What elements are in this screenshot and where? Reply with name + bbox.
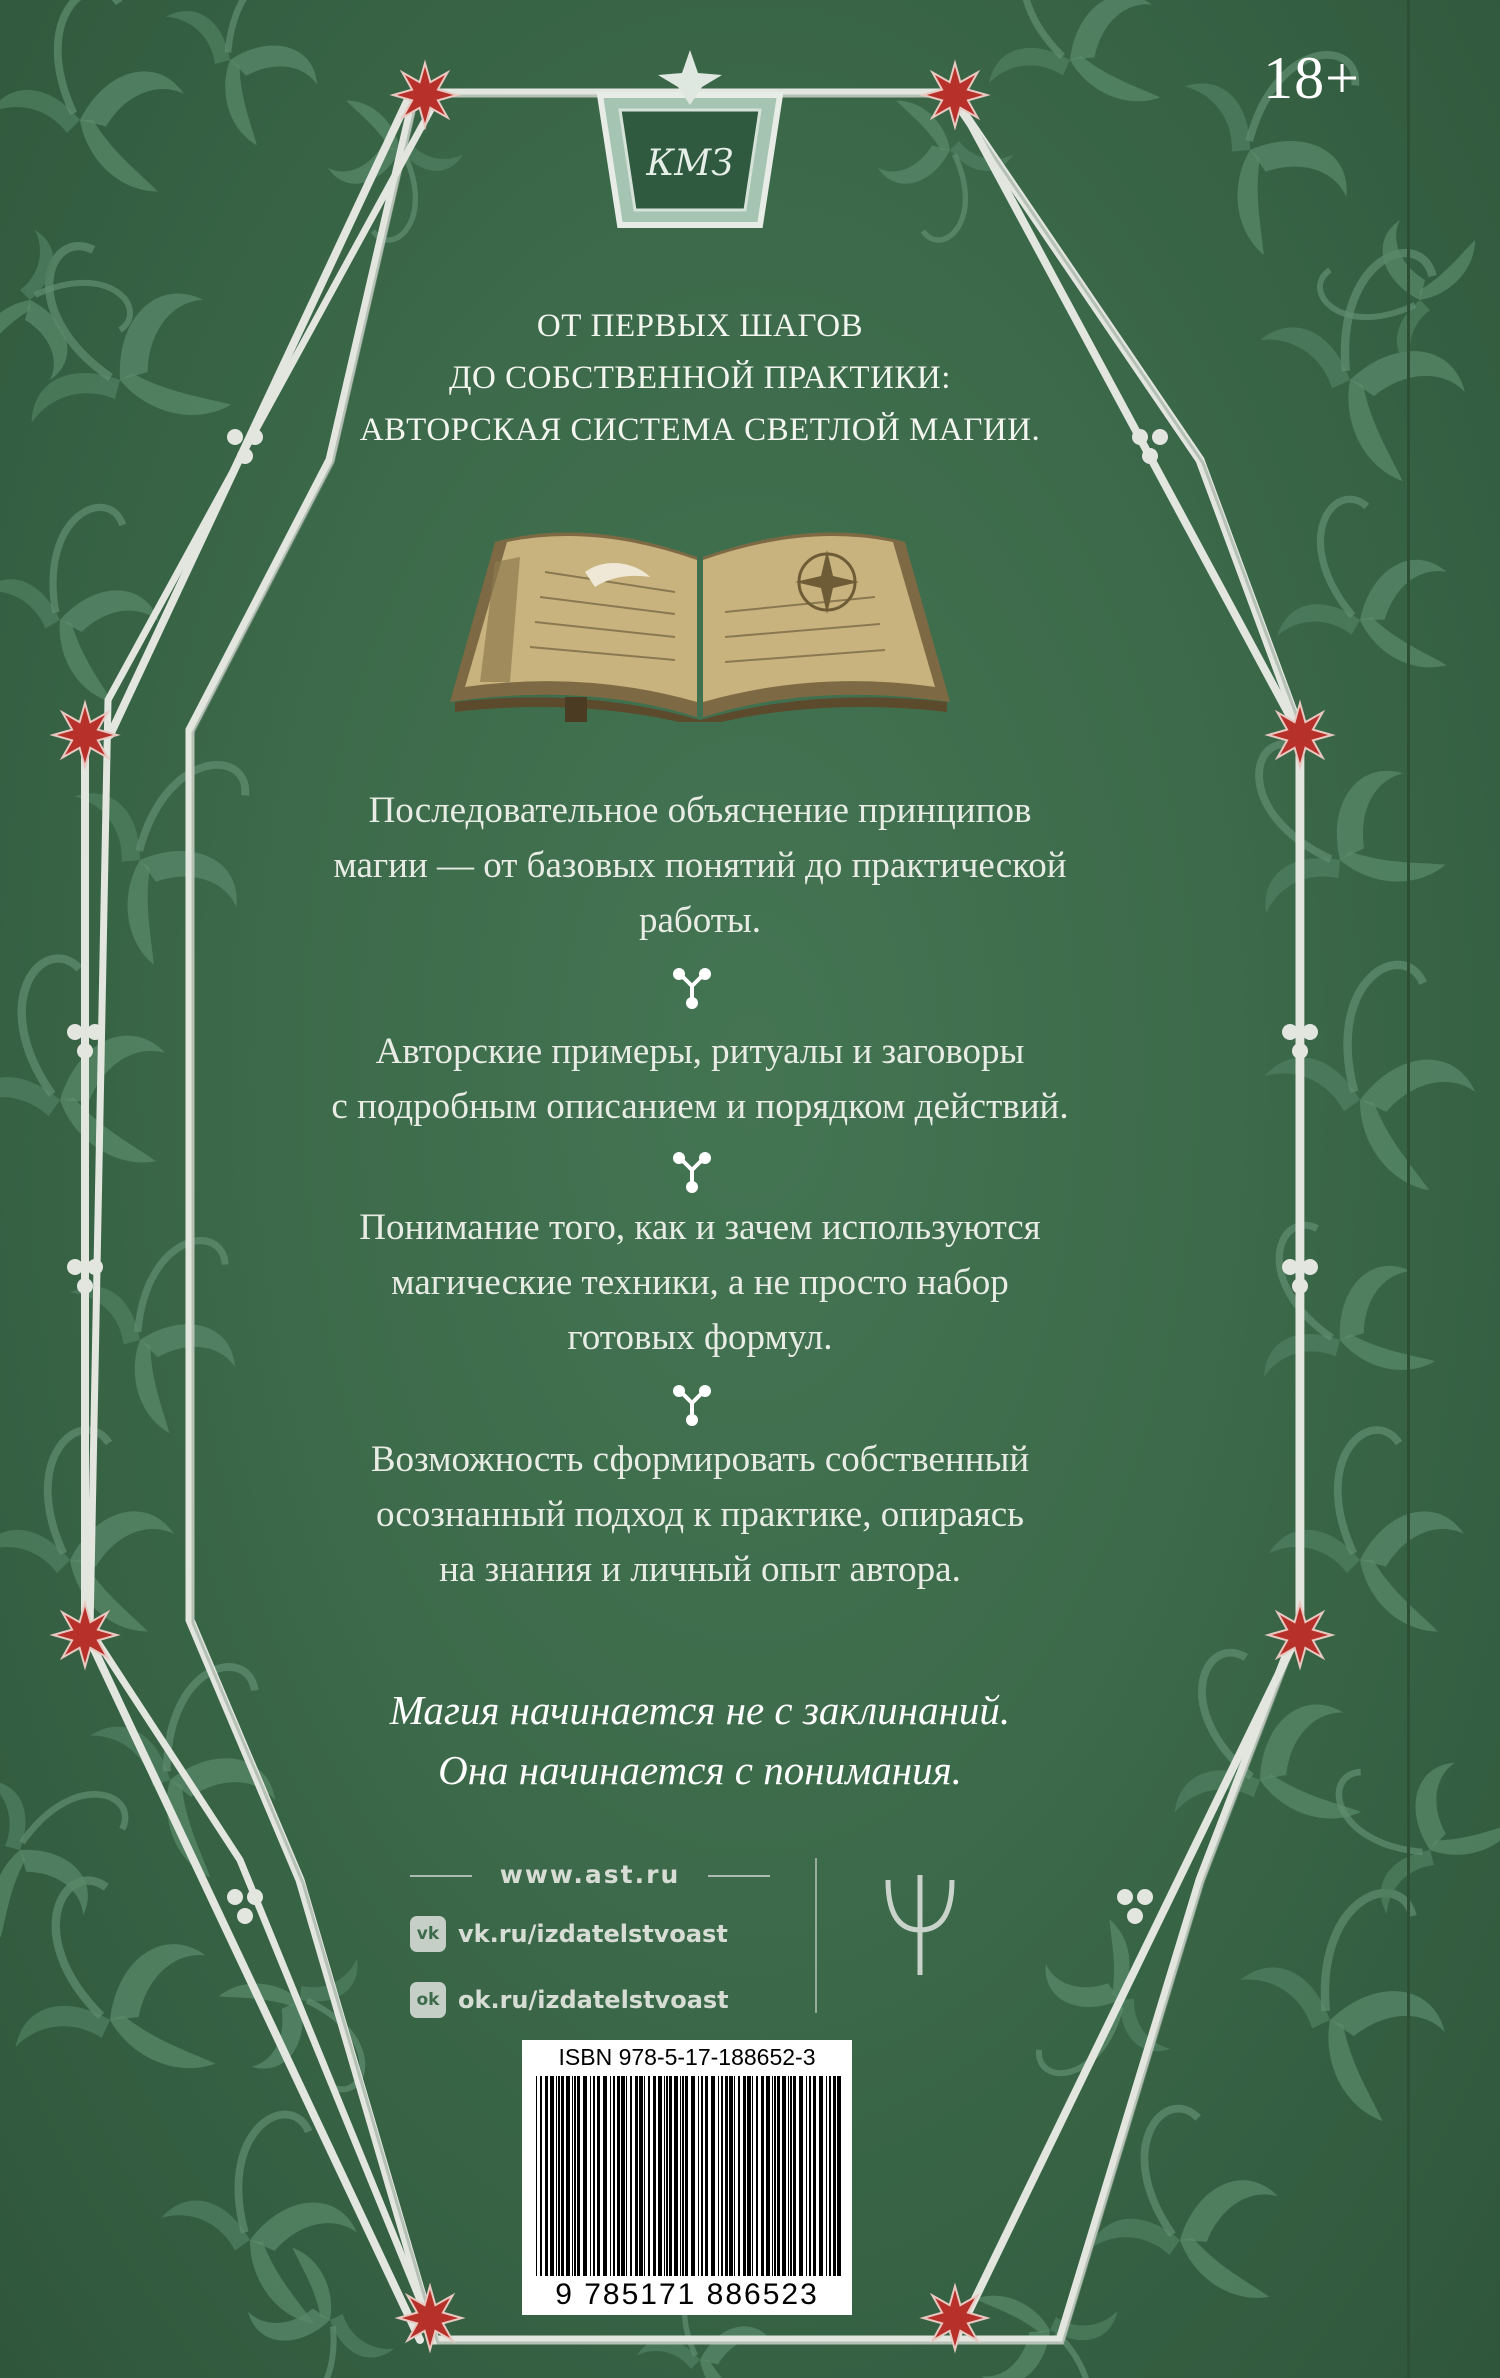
feature-line: Авторские примеры, ритуалы и заговоры — [375, 1031, 1025, 1072]
red-star-icon — [53, 703, 117, 767]
barcode-bar — [738, 2076, 740, 2276]
barcode-bar — [536, 2076, 537, 2276]
quote-line: Магия начинается не с заклинаний. — [389, 1687, 1011, 1733]
barcode-bar — [664, 2076, 665, 2276]
website-link[interactable]: www.ast.ru — [410, 1855, 770, 1895]
trefoil-divider-icon — [670, 1150, 714, 1194]
trefoil-divider-icon — [670, 1383, 714, 1427]
barcode-bar — [635, 2076, 638, 2276]
social-link-ok[interactable] — [410, 1973, 770, 2027]
feature-line: Понимание того, как и зачем используются — [359, 1207, 1041, 1248]
barcode-bar — [613, 2076, 615, 2276]
barcode-bar — [772, 2076, 773, 2276]
barcode-bar — [682, 2076, 684, 2276]
headline — [300, 300, 1100, 456]
barcode-bar — [782, 2076, 786, 2276]
barcode-bar — [556, 2076, 557, 2276]
vertical-divider — [815, 1858, 817, 2013]
barcode-bar — [685, 2076, 688, 2276]
barcode-bar — [813, 2076, 816, 2276]
barcode-bar — [837, 2076, 841, 2276]
barcode-bar — [711, 2076, 715, 2276]
barcode-bar — [777, 2076, 780, 2276]
barcode-bar — [806, 2076, 807, 2276]
publisher-emblem — [590, 45, 790, 245]
barcode-bar — [572, 2076, 573, 2276]
barcode-bar — [621, 2076, 625, 2276]
barcode-bar — [833, 2076, 836, 2276]
trefoil-divider-icon — [670, 966, 714, 1010]
barcode-bar — [583, 2076, 587, 2276]
feature-line: готовых формул. — [567, 1317, 833, 1358]
barcode-bar — [669, 2076, 672, 2276]
barcode-bar — [610, 2076, 611, 2276]
barcode-bar — [701, 2076, 703, 2276]
feature-2 — [230, 1024, 1170, 1134]
red-star-icon — [923, 63, 987, 127]
feature-line: на знания и личный опыт автора. — [439, 1549, 961, 1590]
barcode-bar — [729, 2076, 733, 2276]
barcode-bar — [799, 2076, 803, 2276]
barcode-bar — [761, 2076, 764, 2276]
barcode-bar — [574, 2076, 576, 2276]
barcode-bar — [691, 2076, 695, 2276]
barcode-bar — [788, 2076, 789, 2276]
red-star-icon — [53, 1603, 117, 1667]
barcode-bar — [626, 2076, 627, 2276]
social-link-vk[interactable] — [410, 1907, 770, 1961]
age-rating: 18+ — [1263, 45, 1360, 111]
barcode-bar — [743, 2076, 746, 2276]
red-star-icon — [923, 2286, 987, 2350]
barcode-bar — [793, 2076, 796, 2276]
frame-knot-icon — [1117, 1889, 1153, 1924]
barcode-bar — [577, 2076, 580, 2276]
barcode-bar — [774, 2076, 776, 2276]
red-star-icon — [1268, 1603, 1332, 1667]
barcode — [522, 2040, 852, 2315]
emblem-monogram: КМЗ — [646, 143, 734, 184]
barcode-bar — [630, 2076, 632, 2276]
barcode-bar — [752, 2076, 753, 2276]
headline-line: ОТ ПЕРВЫХ ШАГОВ — [536, 308, 864, 344]
barcode-bar — [674, 2076, 678, 2276]
isbn-label: ISBN 978-5-17-188652-3 — [558, 2044, 816, 2070]
barcode-bar — [603, 2076, 607, 2276]
headline-line: ДО СОБСТВЕННОЙ ПРАКТИКИ: — [449, 360, 951, 396]
barcode-bar — [617, 2076, 620, 2276]
feature-line: с подробным описанием и порядком действий. — [331, 1086, 1069, 1127]
social-link-text: vk.ru/izdatelstvoast — [458, 1920, 728, 1948]
barcode-bar — [734, 2076, 735, 2276]
barcode-bar — [721, 2076, 723, 2276]
feature-3 — [230, 1200, 1170, 1365]
barcode-bar — [680, 2076, 681, 2276]
barcode-bar — [829, 2076, 831, 2276]
barcode-bar — [725, 2076, 728, 2276]
barcode-bar — [566, 2076, 570, 2276]
barcode-bar — [766, 2076, 770, 2276]
barcode-bar — [790, 2076, 792, 2276]
barcode-bar — [561, 2076, 564, 2276]
barcode-bar — [826, 2076, 827, 2276]
open-book-illustration — [435, 502, 965, 722]
feature-4 — [230, 1432, 1170, 1597]
barcode-number: 9 785171 886523 — [555, 2278, 819, 2311]
barcode-bar — [648, 2076, 650, 2276]
barcode-bar — [756, 2076, 758, 2276]
red-star-icon — [393, 63, 457, 127]
barcode-bar — [597, 2076, 600, 2276]
publisher-psi-logo-icon — [880, 1870, 960, 1980]
barcode-bar — [819, 2076, 823, 2276]
barcode-bar — [698, 2076, 699, 2276]
frame-knot-icon — [1132, 429, 1168, 464]
barcode-bar — [653, 2076, 656, 2276]
tagline-quote — [230, 1680, 1170, 1800]
barcode-bar — [658, 2076, 662, 2276]
barcode-bar — [705, 2076, 708, 2276]
vk-icon: vk — [410, 1916, 446, 1952]
barcode-bar — [639, 2076, 643, 2276]
red-star-icon — [398, 2286, 462, 2350]
red-star-icon — [1268, 703, 1332, 767]
barcode-bar — [545, 2076, 548, 2276]
feature-line: Возможность сформировать собственный — [370, 1439, 1030, 1480]
barcode-bar — [809, 2076, 811, 2276]
barcode-bars — [532, 2076, 842, 2276]
headline-line: АВТОРСКАЯ СИСТЕМА СВЕТЛОЙ МАГИИ. — [359, 412, 1041, 448]
feature-line: магии — от базовых понятий до практической — [333, 845, 1067, 886]
feature-line: осознанный подход к практике, опираясь — [375, 1494, 1025, 1535]
feature-line: магические техники, а не просто набор — [391, 1262, 1009, 1303]
barcode-bar — [644, 2076, 645, 2276]
barcode-bar — [666, 2076, 668, 2276]
feature-line: Последовательное объяснение принципов — [368, 790, 1032, 831]
barcode-bar — [550, 2076, 554, 2276]
barcode-bar — [540, 2076, 542, 2276]
barcode-bar — [558, 2076, 560, 2276]
feature-1 — [230, 783, 1170, 948]
publisher-links — [410, 1855, 770, 2027]
barcode-bar — [718, 2076, 719, 2276]
quote-line: Она начинается с понимания. — [438, 1747, 962, 1793]
feature-line: работы. — [638, 900, 762, 941]
barcode-bar — [590, 2076, 591, 2276]
ok-icon: ok — [410, 1982, 446, 2018]
barcode-bar — [747, 2076, 751, 2276]
social-link-text: ok.ru/izdatelstvoast — [458, 1986, 729, 2014]
barcode-bar — [593, 2076, 595, 2276]
